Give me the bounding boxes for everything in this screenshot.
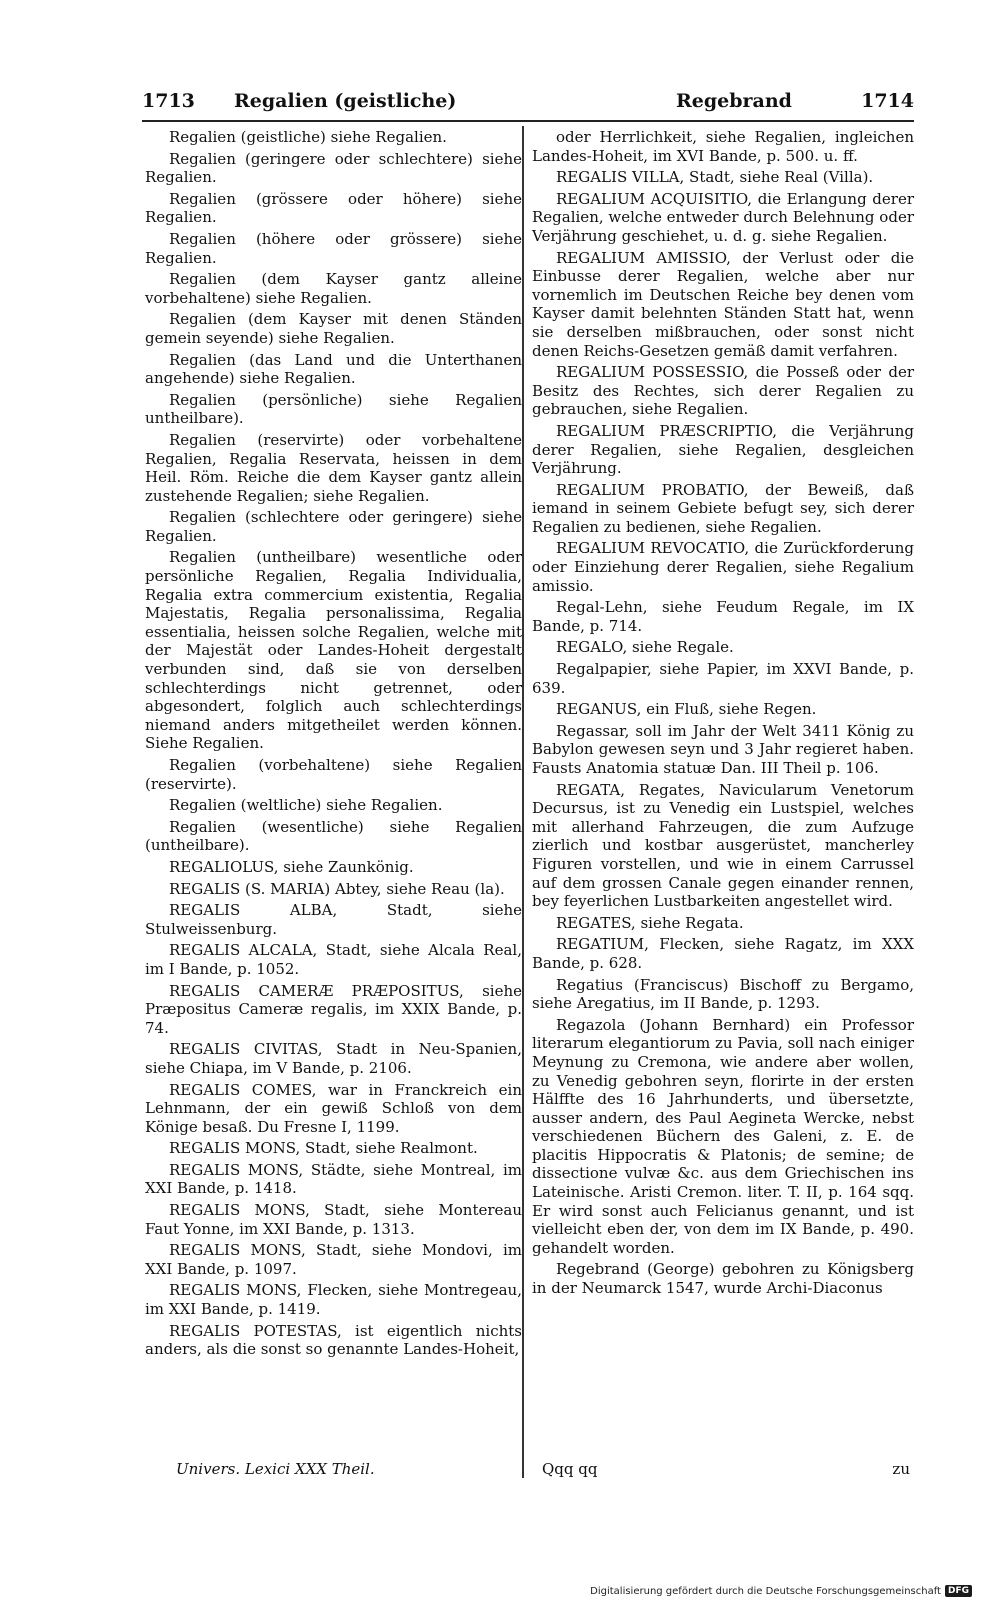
lexicon-entry: Regalien (schlechtere oder geringere) siehe Regalien. (145, 508, 522, 545)
lexicon-entry: Regalien (reservirte) oder vorbehaltene Regalien, Regalia Reservata, heissen in dem Heil. Röm. Reiche die dem Kayser gantz allein zustehende Regalien; siehe Regalien. (145, 430, 522, 505)
lexicon-entry: Regassar, soll im Jahr der Welt 3411 König zu Babylon gewesen seyn und 3 Jahr regieret haben. Fausts Anatomia statuæ Dan. III Theil p. 106. (532, 721, 914, 777)
lexicon-entry: REGATES, siehe Regata. (556, 913, 744, 932)
lexicon-entry: REGALIUM ACQUISITIO, die Erlangung derer Regalien, welche entweder durch Belehnung oder Verjährung geschiehet, u. d. g. siehe Regalien. (532, 189, 914, 245)
lexicon-entry: Regalien (höhere oder grössere) siehe Regalien. (145, 229, 522, 267)
lexicon-entry: REGATIUM, Flecken, siehe Ragatz, im XXX Bande, p. 628. (532, 935, 914, 972)
column-divider (522, 126, 524, 1478)
catchword: zu (892, 1460, 910, 1478)
lexicon-entry: Regalien (geistliche) siehe Regalien. (169, 128, 447, 146)
right-page-number: 1714 (861, 90, 914, 112)
lexicon-entry: REGALIS MONS, Stadt, siehe Mondovi, im XXI Bande, p. 1097. (145, 1241, 522, 1278)
lexicon-entry: REGALIUM POSSESSIO, die Posseß oder der Besitz des Rechtes, sich derer Regalien zu gebrauchen, siehe Regalien. (532, 363, 914, 419)
lexicon-entry: REGALIS MONS, Stadt, siehe Montereau Faut Yonne, im XXI Bande, p. 1313. (145, 1201, 522, 1238)
lexicon-entry: REGALIS (S. MARIA) Abtey, siehe Reau (la). (169, 879, 505, 898)
lexicon-entry: Regalien (geringere oder schlechtere) siehe Regalien. (145, 149, 522, 187)
lexicon-entry: REGALIUM REVOCATIO, die Zurückforderung oder Einziehung derer Regalien, siehe Regalium amissio. (532, 539, 914, 595)
header-rule (142, 120, 914, 122)
left-running-title: Regalien (geistliche) (234, 90, 457, 112)
credit-text: Digitalisierung gefördert durch die Deutsche Forschungsgemeinschaft (590, 1585, 941, 1597)
lexicon-entry: Regalien (dem Kayser gantz alleine vorbehaltene) siehe Regalien. (145, 270, 522, 307)
volume-note: Univers. Lexici XXX Theil. (176, 1460, 375, 1478)
lexicon-entry: REGALO, siehe Regale. (556, 638, 734, 657)
digitization-credit (590, 1585, 972, 1597)
lexicon-entry: REGALIS CAMERÆ PRÆPOSITUS, siehe Præpositus Cameræ regalis, im XXIX Bande, p. 74. (145, 981, 522, 1037)
dfg-logo-icon: DFG (945, 1585, 972, 1597)
lexicon-entry: Regebrand (George) gebohren zu Königsberg in der Neumarck 1547, wurde Archi-Diaconus (532, 1260, 914, 1298)
lexicon-entry: REGATA, Regates, Navicularum Venetorum Decursus, ist zu Venedig ein Lustspiel, welches mit allerhand Fahrzeugen, die zum Aufzuge zierlich und kostbar ausgerüstet, mancherley Figuren vorstellen, und wie in einem Carrussel auf dem grossen Canale gegen einander rennen, bey feyerlichen Lustbarkeiten angestellet wird. (532, 780, 914, 911)
lexicon-entry: REGALIS ALCALA, Stadt, siehe Alcala Real, im I Bande, p. 1052. (145, 941, 522, 978)
lexicon-entry: oder Herrlichkeit, siehe Regalien, ingleichen Landes-Hoheit, im XVI Bande, p. 500. u. ff. (532, 128, 914, 165)
right-column (532, 128, 914, 1301)
left-page-number: 1713 (142, 90, 195, 112)
page-footer (142, 1460, 914, 1482)
lexicon-entry: Regatius (Franciscus) Bischoff zu Bergamo, siehe Aregatius, im II Bande, p. 1293. (532, 975, 914, 1013)
lexicon-entry: Regalien (untheilbare) wesentliche oder persönliche Regalien, Regalia Individualia, Regalia extra commercium existentia, Regalia Majestatis, Regalia personalissima, Regalia essentialia, heissen solche Regalien, welche mit der Majestät oder Landes-Hoheit dergestalt verbunden sind, daß sie von derselben schlechterdings nicht getrennet, oder abgesondert, folglich auch schlechterdings niemand anders mitgetheilet werden können. Siehe Regalien. (145, 548, 522, 753)
lexicon-entry: REGALIS ALBA, Stadt, siehe Stulweissenburg. (145, 901, 522, 938)
lexicon-entry: Regazola (Johann Bernhard) ein Professor literarum elegantiorum zu Pavia, soll nach einiger Meynung zu Cremona, wie andere aber wollen, zu Venedig gebohren seyn, florirte in der ersten Hälffte des 16 Jahrhunderts, und übersetzte, ausser andern, des Paul Aegineta Wercke, nebst verschiedenen Büchern des Galeni, z. E. de placitis Hippocratis & Platonis; de semine; de dissectione vulvæ &c. aus dem Griechischen ins Lateinische. Aristi Cremon. liter. T. II, p. 164 sqq. Er wird sonst auch Felicianus genannt, und ist vielleicht eben der, von dem im IX Bande, p. 490. gehandelt worden. (532, 1015, 914, 1257)
lexicon-entry: Regalien (grössere oder höhere) siehe Regalien. (145, 189, 522, 227)
lexicon-entry: REGALIS CIVITAS, Stadt in Neu-Spanien, siehe Chiapa, im V Bande, p. 2106. (145, 1040, 522, 1077)
lexicon-entry: Regalien (vorbehaltene) siehe Regalien (reservirte). (145, 756, 522, 793)
lexicon-entry: REGALIS COMES, war in Franckreich ein Lehnmann, der ein gewiß Schloß von dem Könige besaß. Du Fresne I, 1199. (145, 1080, 522, 1136)
page-header (142, 90, 914, 118)
lexicon-entry: Regalien (wesentliche) siehe Regalien (untheilbare). (145, 817, 522, 855)
left-column (145, 128, 522, 1362)
lexicon-entry: Regalien (weltliche) siehe Regalien. (169, 796, 443, 815)
lexicon-entry: REGALIS VILLA, Stadt, siehe Real (Villa). (556, 168, 874, 187)
lexicon-entry: REGALIS MONS, Städte, siehe Montreal, im XXI Bande, p. 1418. (145, 1160, 522, 1198)
lexicon-entry: Regalpapier, siehe Papier, im XXVI Bande, p. 639. (532, 660, 914, 697)
lexicon-entry: REGALIS MONS, Stadt, siehe Realmont. (169, 1139, 478, 1158)
lexicon-entry: REGALIS POTESTAS, ist eigentlich nichts anders, als die sonst so genannte Landes-Hoheit, (145, 1321, 522, 1359)
lexicon-entry: Regalien (das Land und die Unterthanen angehende) siehe Regalien. (145, 350, 522, 388)
lexicon-entry: Regal-Lehn, siehe Feudum Regale, im IX Bande, p. 714. (532, 598, 914, 635)
lexicon-entry: Regalien (persönliche) siehe Regalien untheilbare). (145, 390, 522, 428)
lexicon-entry: REGALIUM AMISSIO, der Verlust oder die Einbusse derer Regalien, welche aber nur vornemlich im Deutschen Reiche bey denen vom Kayser damit belehnten Ständen Statt hat, wenn sie derselben mißbrauchen, oder sonst nicht denen Reichs-Gesetzen gemäß damit verfahren. (532, 248, 914, 360)
lexicon-entry: REGALIOLUS, siehe Zaunkönig. (169, 857, 414, 876)
lexicon-entry: REGALIUM PRÆSCRIPTIO, die Verjährung derer Regalien, siehe Regalien, desgleichen Verjährung. (532, 421, 914, 478)
lexicon-entry: REGANUS, ein Fluß, siehe Regen. (556, 700, 817, 719)
lexicon-entry: REGALIS MONS, Flecken, siehe Montregeau, im XXI Bande, p. 1419. (145, 1281, 522, 1319)
lexicon-entry: REGALIUM PROBATIO, der Beweiß, daß iemand in seinem Gebiete befugt sey, sich derer Regalien zu bedienen, siehe Regalien. (532, 480, 914, 536)
lexicon-entry: Regalien (dem Kayser mit denen Ständen gemein seyende) siehe Regalien. (145, 310, 522, 347)
signature-mark: Qqq qq (542, 1460, 598, 1478)
right-running-title: Regebrand (676, 90, 792, 112)
